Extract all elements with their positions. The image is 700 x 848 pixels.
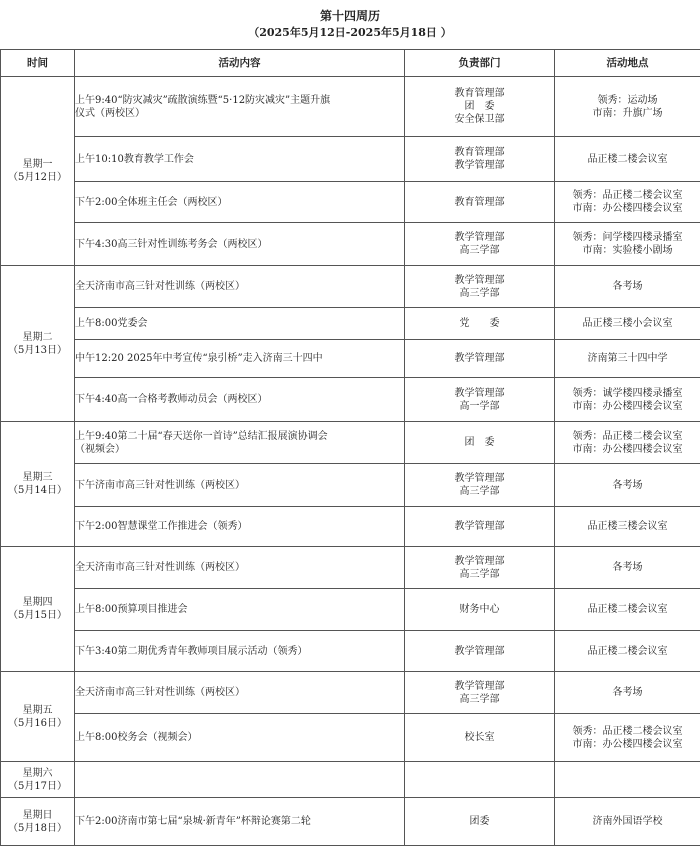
event-content-line: 上午9:40“防灾减灾”疏散演练暨“5·12防灾减灾”主题升旗 [75, 94, 331, 106]
event-location-line: 市南：办公楼四楼会议室 [572, 443, 683, 455]
schedule-body [1, 77, 700, 846]
event-department-line: 财务中心 [459, 604, 500, 615]
event-department-line: 教学管理部 [454, 680, 505, 692]
event-location-cell [555, 422, 700, 464]
table-row [1, 266, 700, 308]
event-location-line: 市南：实验楼小剧场 [582, 245, 673, 256]
event-department-cell [405, 507, 555, 547]
event-location-line: 品正楼二楼会议室 [587, 153, 668, 165]
table-row [1, 340, 700, 378]
event-department-cell [405, 464, 555, 507]
event-location-line: 各考场 [612, 562, 643, 573]
day-cell [1, 762, 75, 798]
date-label: （5月18日） [7, 822, 68, 834]
event-department-cell [405, 714, 555, 762]
event-location-line: 市南：办公楼四楼会议室 [572, 400, 683, 412]
event-department-line: 教学管理部 [454, 555, 505, 567]
event-location-cell [555, 378, 700, 422]
date-label: （5月16日） [7, 717, 68, 729]
event-department-line: 党 委 [459, 318, 500, 329]
event-content-cell [75, 422, 405, 464]
schedule-table [0, 49, 700, 846]
event-content-line: 中午12:20 2025年中考宣传“泉引桥”走入济南三十四中 [75, 353, 323, 364]
weekday-label: 星期二 [22, 331, 53, 343]
weekday-label: 星期四 [22, 597, 53, 608]
event-content-line: （视频会） [75, 443, 125, 455]
event-location-line: 领秀：品正楼二楼会议室 [572, 725, 683, 737]
event-department-line: 高一学部 [459, 400, 500, 412]
event-department-line: 教育管理部 [454, 196, 505, 208]
event-location-line: 领秀：诚学楼四楼录播室 [572, 387, 683, 399]
day-cell [1, 77, 75, 266]
event-content-cell [75, 340, 405, 378]
table-row [1, 672, 700, 714]
table-row [1, 762, 700, 798]
event-location-line: 品正楼二楼会议室 [587, 604, 668, 615]
event-location-cell [555, 77, 700, 137]
event-content-line: 仪式（两校区） [75, 107, 145, 119]
weekday-label: 星期五 [22, 704, 53, 716]
event-location-cell [555, 223, 700, 266]
event-location-cell [555, 714, 700, 762]
event-content-cell [75, 547, 405, 589]
event-department-cell [405, 547, 555, 589]
header-location: 活动地点 [555, 50, 700, 77]
event-content-cell [75, 464, 405, 507]
event-department-line: 教学管理部 [454, 274, 505, 286]
event-location-cell [555, 507, 700, 547]
event-content-cell [75, 798, 405, 846]
table-row [1, 378, 700, 422]
event-content-cell [75, 182, 405, 223]
event-department-line: 教育管理部 [454, 88, 505, 99]
event-location-cell [555, 266, 700, 308]
date-label: （5月17日） [7, 780, 68, 792]
event-department-cell [405, 798, 555, 846]
day-cell [1, 798, 75, 846]
event-content-line: 上午8:00党委会 [75, 318, 148, 329]
event-location-line: 各考场 [612, 479, 643, 491]
table-row [1, 464, 700, 507]
event-location-cell [555, 672, 700, 714]
event-content-line: 下午2:00智慧课堂工作推进会（领秀） [75, 521, 248, 532]
date-label: （5月14日） [7, 485, 68, 496]
table-row [1, 137, 700, 182]
table-row [1, 77, 700, 137]
event-content-cell [75, 762, 405, 798]
event-location-cell [555, 308, 700, 340]
event-location-cell [555, 182, 700, 223]
header-time: 时间 [1, 50, 75, 77]
event-location-cell [555, 547, 700, 589]
event-location-cell [555, 464, 700, 507]
header-content: 活动内容 [75, 50, 405, 77]
table-row [1, 631, 700, 672]
event-content-line: 下午2:00全体班主任会（两校区） [75, 196, 228, 208]
event-content-line: 下午4:30高三针对性训练考务会（两校区） [75, 238, 268, 250]
table-row [1, 714, 700, 762]
event-content-line: 全天济南市高三针对性训练（两校区） [75, 687, 245, 698]
event-department-cell [405, 762, 555, 798]
event-location-cell [555, 137, 700, 182]
event-department-line: 团委 [469, 816, 490, 827]
day-cell [1, 266, 75, 422]
date-label: （5月13日） [7, 344, 68, 356]
event-department-line: 教学管理部 [454, 232, 505, 243]
event-department-line: 教学管理部 [454, 473, 505, 484]
event-department-line: 团 委 [464, 101, 495, 112]
event-location-cell [555, 589, 700, 631]
event-location-line: 品正楼三楼会议室 [587, 521, 668, 532]
event-department-cell [405, 631, 555, 672]
event-content-cell [75, 672, 405, 714]
event-content-cell [75, 137, 405, 182]
event-location-line: 各考场 [612, 687, 643, 698]
event-location-line: 市南：升旗广场 [592, 107, 663, 119]
event-content-cell [75, 378, 405, 422]
event-department-cell [405, 378, 555, 422]
header-dept: 负责部门 [405, 50, 555, 77]
event-content-line: 全天济南市高三针对性训练（两校区） [75, 562, 245, 573]
event-location-line: 市南：办公楼四楼会议室 [572, 203, 683, 214]
day-cell [1, 672, 75, 762]
event-department-line: 教学管理部 [454, 160, 505, 171]
weekday-label: 星期一 [22, 159, 53, 170]
weekday-label: 星期六 [22, 767, 53, 779]
table-row [1, 308, 700, 340]
event-location-line: 市南：办公楼四楼会议室 [572, 738, 683, 750]
weekday-label: 星期三 [22, 472, 53, 483]
event-content-cell [75, 631, 405, 672]
event-content-line: 下午2:00济南市第七届“泉城·新青年”杯辩论赛第二轮 [75, 816, 311, 827]
event-location-line: 领秀：问学楼四楼录播室 [572, 232, 683, 243]
event-location-line: 品正楼三楼小会议室 [582, 318, 673, 329]
event-department-line: 校长室 [464, 732, 495, 743]
date-label: （5月12日） [7, 172, 68, 183]
event-location-cell [555, 631, 700, 672]
event-location-line: 领秀：运动场 [597, 94, 658, 106]
event-location-line: 领秀：品正楼二楼会议室 [572, 430, 683, 442]
event-content-cell [75, 507, 405, 547]
event-location-cell [555, 798, 700, 846]
table-row [1, 547, 700, 589]
day-cell [1, 547, 75, 672]
event-department-cell [405, 266, 555, 308]
event-content-line: 上午8:00预算项目推进会 [75, 604, 188, 615]
event-content-line: 下午3:40第二期优秀青年教师项目展示活动（领秀） [75, 645, 308, 657]
event-content-cell [75, 308, 405, 340]
event-content-cell [75, 223, 405, 266]
event-content-cell [75, 77, 405, 137]
day-cell [1, 422, 75, 547]
event-department-cell [405, 672, 555, 714]
event-location-line: 各考场 [612, 281, 643, 292]
event-content-cell [75, 266, 405, 308]
table-row [1, 507, 700, 547]
event-department-cell [405, 340, 555, 378]
event-content-line: 上午10:10教育教学工作会 [75, 153, 194, 165]
table-row [1, 422, 700, 464]
weekday-label: 星期日 [22, 809, 53, 821]
event-content-line: 上午8:00校务会（视频会） [75, 732, 198, 743]
event-department-line: 教育管理部 [454, 147, 505, 158]
event-location-line: 品正楼二楼会议室 [587, 645, 668, 657]
event-location-line: 济南外国语学校 [592, 816, 663, 827]
event-department-cell [405, 182, 555, 223]
event-department-cell [405, 223, 555, 266]
event-department-cell [405, 422, 555, 464]
title-block [0, 0, 700, 50]
event-location-line: 济南第三十四中学 [587, 353, 668, 364]
event-department-line: 高三学部 [459, 486, 500, 497]
event-department-line: 教学管理部 [454, 521, 505, 532]
event-content-cell [75, 714, 405, 762]
table-row [1, 182, 700, 223]
event-department-line: 教学管理部 [454, 645, 505, 657]
event-department-line: 高三学部 [459, 693, 500, 705]
event-department-line: 教学管理部 [454, 353, 505, 364]
event-department-line: 高三学部 [459, 568, 500, 580]
event-department-line: 高三学部 [459, 287, 500, 299]
table-row [1, 223, 700, 266]
event-location-cell [555, 340, 700, 378]
table-row [1, 798, 700, 846]
event-department-line: 高三学部 [459, 245, 500, 256]
event-location-line: 领秀：品正楼二楼会议室 [572, 190, 683, 201]
event-content-line: 上午9:40第二十届“春天送你一首诗”总结汇报展演协调会 [75, 430, 328, 442]
event-location-cell [555, 762, 700, 798]
date-label: （5月15日） [7, 610, 68, 621]
event-department-cell [405, 589, 555, 631]
header-row [1, 50, 700, 77]
page-subtitle: （2025年5月12日-2025年5月18日 ） [248, 26, 452, 39]
event-department-cell [405, 137, 555, 182]
event-content-line: 下午济南市高三针对性训练（两校区） [75, 479, 245, 491]
event-department-cell [405, 77, 555, 137]
table-row [1, 589, 700, 631]
page-title: 第十四周历 [319, 9, 380, 23]
event-department-line: 安全保卫部 [454, 114, 505, 125]
event-content-cell [75, 589, 405, 631]
event-content-line: 全天济南市高三针对性训练（两校区） [75, 281, 245, 292]
event-department-line: 团 委 [464, 437, 495, 448]
event-content-line: 下午4:40高一合格考教师动员会（两校区） [75, 394, 268, 405]
event-department-cell [405, 308, 555, 340]
event-department-line: 教学管理部 [454, 387, 505, 399]
